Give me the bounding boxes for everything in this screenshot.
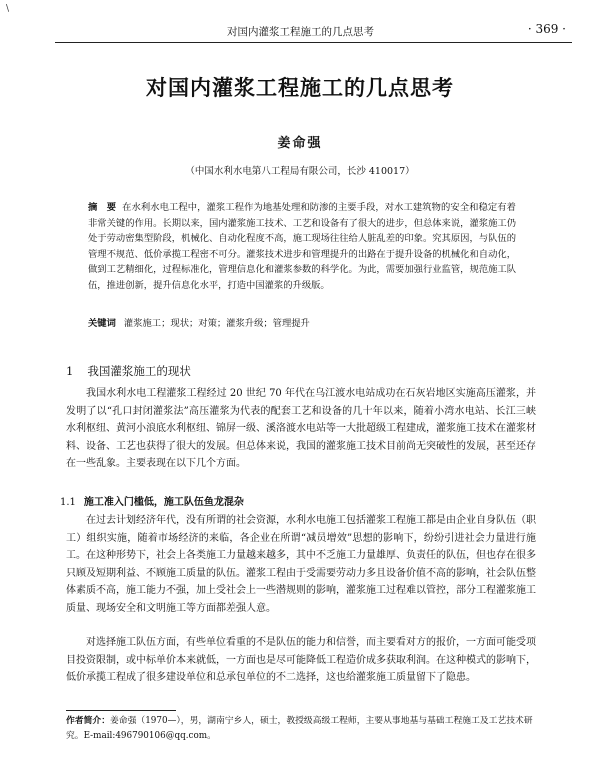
subsection-paragraph-2-text: 对选择施工队伍方面，有些单位看重的不是队伍的能力和信誉，而主要看对方的报价，一方面可能受项目投资限制，或中标单价本来就低，一方面也是尽可能降低工程造价成多获取利润。在这种模式的影响下，低价承揽工程成了很多建设单位和总承包单位的不二选择，这也给灌浆施工质量留下了隐患。 — [66, 637, 536, 684]
subsection-heading — [60, 493, 244, 508]
section-title: 我国灌浆施工的现状 — [87, 364, 191, 378]
subsection-paragraph-1-text: 在过去计划经济年代，没有所谓的社会资源，水利水电施工包括灌浆工程施工都是由企业自身队伍（职工）组织实施，随着市场经济的来临，各企业在所谓“减员增效”思想的影响下，纷纷引进社会力量进行施工。在这种形势下，社会上各类施工力量越来越多，其中不乏施工力量雄厚、负责任的队伍，但也存在很多只顾及短期利益、不顾施工质量的队伍。灌浆工程由于受需要劳动力多且设备价值不高的影响，社会队伍整体素质不高，施工能力不强，加上受社会上一些潜规则的影响，灌浆施工过程难以管控，部分工程灌浆施工质量、现场安全和文明施工等方面都差强人意。 — [66, 515, 536, 614]
section-heading — [66, 363, 191, 379]
subsection-number: 1.1 — [60, 497, 76, 508]
subsection-paragraph-2 — [66, 634, 536, 687]
author-footnote — [66, 714, 536, 744]
page-number: · 369 · — [527, 22, 566, 36]
paper-title: 对国内灌浆工程施工的几点思考 — [146, 76, 454, 100]
author-name: 姜命强 — [277, 136, 323, 151]
subsection-title: 施工准入门槛低，施工队伍鱼龙混杂 — [83, 497, 244, 508]
section-number: 1 — [66, 364, 74, 378]
abstract-text: 在水利水电工程中，灌浆工程作为地基处理和防渗的主要手段，对水工建筑物的安全和稳定有着非常关键的作用。长期以来，国内灌浆施工技术、工艺和设备有了很大的进步，但总体来说，灌浆施工仍处于劳动密集型阶段，机械化、自动化程度不高，施工现场往往给人脏乱差的印象。究其原因，与队伍的管理不规范、低价承揽工程密不可分。灌浆技术进步和管理提升的出路在于提升设备的机械化和自动化，做到工艺精细化，过程标准化，管理信息化和灌浆参数的科学化。为此，需要加强行业监管，规范施工队伍，推进创新，提升信息化水平，打造中国灌浆的升级版。 — [88, 202, 516, 291]
running-header-title: 对国内灌浆工程施工的几点思考 — [227, 26, 374, 38]
keywords-label: 关键词 — [88, 318, 116, 329]
footnote-text: 姜命强（1970—），男，湖南宁乡人，硕士，教授级高级工程师，主要从事地基与基础工程施工及工艺技术研究。E-mail:496790106@qq.com。 — [66, 716, 533, 741]
keywords-text: 灌浆施工；现状；对策；灌浆升级；管理提升 — [123, 318, 310, 329]
section-paragraph — [66, 385, 536, 473]
footnote-label: 作者简介： — [66, 716, 110, 726]
subsection-paragraph-1 — [66, 512, 536, 618]
author-affiliation: （中国水利水电第八工程局有限公司，长沙 410017） — [185, 166, 415, 177]
section-paragraph-text: 我国水利水电工程灌浆工程经过 20 世纪 70 年代在乌江渡水电站成功在石灰岩地区实施高压灌浆，并发明了以“孔口封闭灌浆法”高压灌浆为代表的配套工艺和设备的几十年以来，随着小湾水电站、长江三峡水利枢纽、黄河小浪底水利枢纽、锦屏一级、溪洛渡水电站等一大批超级工程建成，灌浆施工技术在灌浆材料、设备、工艺也获得了很大的发展。但总体来说，我国的灌浆施工技术目前尚无突破性的发展，甚至还存在一些乱象。主要表现在以下几个方面。 — [66, 388, 536, 470]
scan-corner-mark: \ — [6, 4, 10, 14]
abstract-label: 摘 要 — [88, 202, 117, 213]
footnote-divider — [66, 710, 176, 711]
running-header — [55, 22, 572, 43]
keywords — [88, 316, 516, 331]
abstract — [88, 200, 516, 293]
